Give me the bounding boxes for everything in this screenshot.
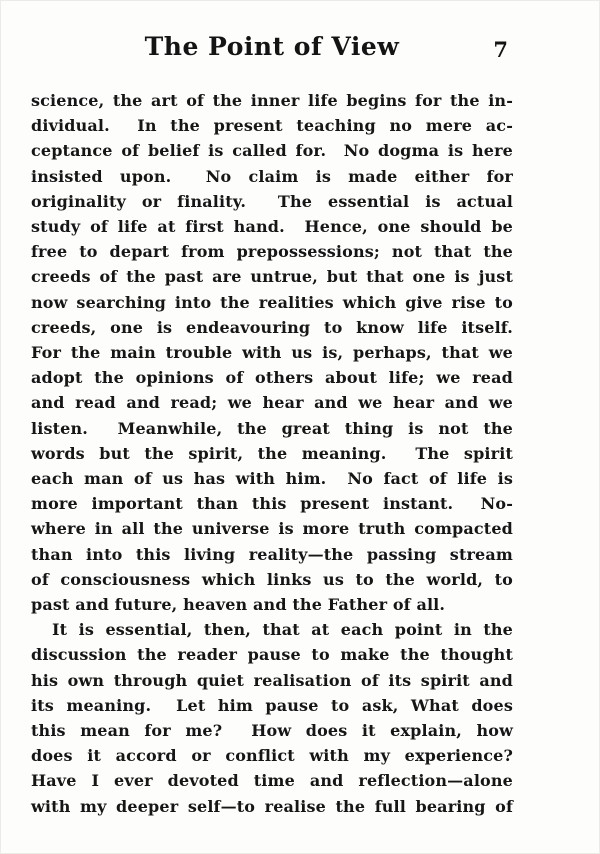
text-line: of consciousness which links us to the world, to xyxy=(31,569,513,589)
text-line: past and future, heaven and the Father of all. xyxy=(31,595,446,615)
text-line: creeds of the past are untrue, but that one is just xyxy=(31,267,513,287)
text-line: and read and read; we hear and we hear and we xyxy=(31,393,513,413)
text-line: its meaning. Let him pause to ask, What does xyxy=(31,695,513,715)
text-line: ceptance of belief is called for. No dogma is here xyxy=(31,141,513,161)
paragraph xyxy=(31,617,513,819)
text-line: his own through quiet realisation of its spirit and xyxy=(31,670,513,690)
text-line: now searching into the realities which give rise to xyxy=(31,292,513,312)
text-line: free to depart from prepossessions; not that the xyxy=(31,242,513,262)
text-line: each man of us has with him. No fact of life is xyxy=(31,469,513,489)
text-line: For the main trouble with us is, perhaps, that we xyxy=(31,343,513,363)
text-line: than into this living reality—the passing stream xyxy=(31,544,513,564)
text-line: does it accord or conflict with my experience? xyxy=(31,746,513,766)
text-line: science, the art of the inner life begins for the in- xyxy=(31,91,513,110)
text-line: adopt the opinions of others about life; we read xyxy=(31,368,513,388)
text-line: insisted upon. No claim is made either for xyxy=(31,166,513,186)
text-line: creeds, one is endeavouring to know life itself. xyxy=(31,317,513,337)
body-text xyxy=(31,88,513,819)
text-line: dividual. In the present teaching no mere ac- xyxy=(31,116,513,136)
text-line: originality or finality. The essential is actual xyxy=(31,191,513,211)
chapter-title: The Point of View xyxy=(144,32,400,61)
page-number: 7 xyxy=(493,37,508,62)
text-line: words but the spirit, the meaning. The spirit xyxy=(31,443,513,463)
text-line: Have I ever devoted time and reflection—alone xyxy=(31,771,513,791)
text-line: this mean for me? How does it explain, how xyxy=(31,721,513,741)
text-line: listen. Meanwhile, the great thing is not the xyxy=(31,418,513,438)
text-line: with my deeper self—to realise the full bearing of xyxy=(31,796,513,816)
text-line: where in all the universe is more truth compacted xyxy=(31,519,513,539)
text-line: discussion the reader pause to make the thought xyxy=(31,645,513,665)
text-line: study of life at first hand. Hence, one should be xyxy=(31,217,513,237)
text-line: It is essential, then, that at each point in the xyxy=(52,620,513,640)
running-head xyxy=(31,30,513,64)
text-line: more important than this present instant. No- xyxy=(31,494,513,514)
paragraph xyxy=(31,88,513,617)
